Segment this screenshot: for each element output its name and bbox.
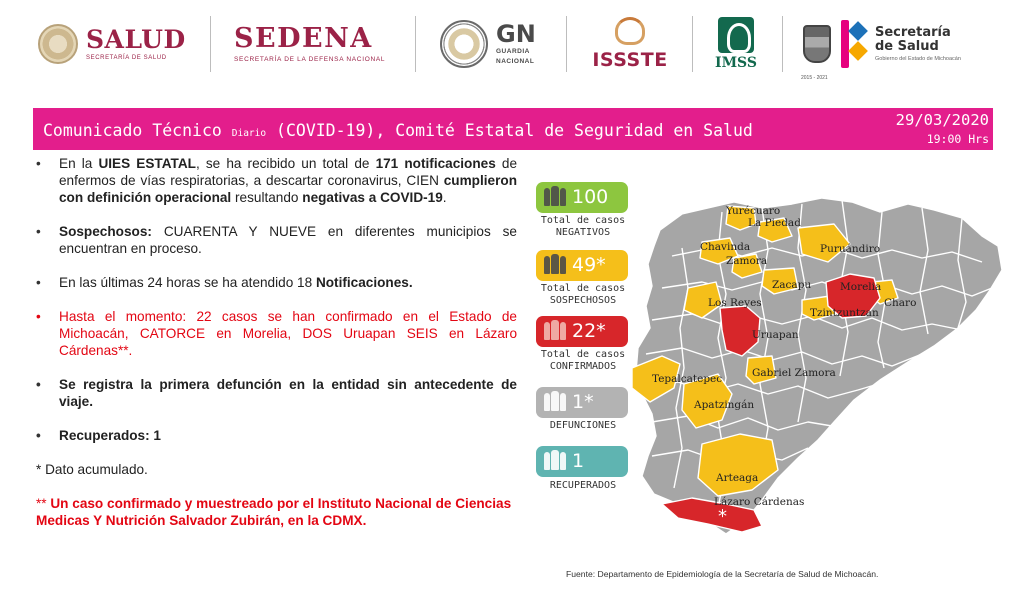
guardia-nacional-seal-icon [440, 20, 488, 68]
people-icon [544, 188, 567, 206]
stat-sospechosos [536, 250, 628, 281]
title-part-1: Comunicado Técnico [43, 121, 222, 140]
text: RECUPERADOS [549, 480, 617, 491]
divider [566, 16, 567, 72]
text: Total de casos [540, 349, 626, 360]
bullet-ultimas-24-horas [33, 274, 517, 291]
divider [782, 16, 783, 72]
text: CUARENTA Y NUEVE en diferentes municipios se encuentran en proceso. [59, 224, 517, 256]
map-label-morelia: Morelia [840, 281, 882, 293]
issste-logo-name: ISSSTE [592, 49, 668, 71]
stat-value: 1* [572, 391, 594, 413]
report-time: 19:00 Hrs [926, 132, 989, 146]
source-note: Fuente: Departamento de Epidemiología de la Secretaría de Salud de Michoacán. [566, 569, 879, 579]
text: CONFIRMADOS [549, 361, 617, 372]
text: DEFUNCIONES [549, 420, 617, 431]
eagle-seal-icon [38, 24, 78, 64]
text: Total de casos [540, 215, 626, 226]
report-date: 29/03/2020 [895, 111, 989, 129]
michoacan-logo-name-1: Secretaría [875, 25, 951, 40]
note-caso-cdmx [33, 495, 517, 529]
michoacan-salud-logo [801, 14, 961, 81]
sedena-logo-subtitle: SECRETARÍA DE LA DEFENSA NACIONAL [234, 56, 386, 63]
map-label-puruandiro: Puruándiro [820, 243, 881, 255]
people-icon [544, 393, 567, 411]
michoacan-years: 2015 - 2021 [801, 75, 828, 81]
map-label-zamora: Zamora [726, 255, 768, 267]
imss-emblem-icon [718, 17, 754, 53]
map-label-los-reyes: Los Reyes [708, 297, 762, 309]
text: SOSPECHOSOS [549, 295, 617, 306]
bullet-recuperados [33, 427, 517, 444]
text: Sospechosos: [59, 224, 152, 239]
text: En las últimas 24 horas se ha atendido 18 [59, 275, 316, 290]
text: Un caso confirmado y muestreado por el Instituto Nacional de Ciencias Medicas Y Nutrición Salvador Zubirán, en la CDMX. [36, 496, 512, 528]
stat-negativos [536, 182, 628, 213]
map-star-marker: * [718, 506, 727, 527]
title-part-2: (COVID-19), Comité Estatal de Seguridad en Salud [276, 121, 753, 140]
map-label-gabriel-zamora: Gabriel Zamora [752, 367, 836, 379]
text: notificaciones [404, 156, 496, 171]
sedena-logo [234, 14, 385, 74]
text: de enfermos de vías respiratorias, a descartar coronavirus, CIEN [59, 156, 518, 188]
bullet-sospechosos [33, 223, 517, 257]
report-text [33, 155, 517, 529]
bullet-defuncion [33, 376, 517, 410]
map-label-tzintzuntzan: Tzintzuntzan [810, 307, 879, 319]
text: Recuperados: 1 [59, 428, 161, 443]
stat-recuperados [536, 446, 628, 477]
stat-confirmados [536, 316, 628, 347]
map-label-charo: Charo [884, 297, 917, 309]
sedena-logo-name: SEDENA [234, 23, 373, 54]
divider [415, 16, 416, 72]
michoacan-logo-subtitle: Gobierno del Estado de Michoacán [875, 56, 961, 62]
michoacan-map [622, 178, 1007, 538]
map-label-la-piedad: La Piedad [748, 217, 801, 229]
note-dato-acumulado: * Dato acumulado. [36, 462, 148, 477]
salud-logo-subtitle: SECRETARÍA DE SALUD [86, 55, 167, 61]
logo-bar [0, 0, 1024, 88]
map-label-yurecuaro: Yurécuaro [726, 205, 781, 217]
map-label-lazaro-cardenas: Lázaro Cárdenas [714, 496, 805, 508]
text: Hasta el momento: 22 casos se han confirmado en el Estado de Michoacán, CATORCE en Morelia, DOS Uruapan SEIS en Lázaro Cárdenas**. [59, 309, 517, 358]
gn-logo-subtitle-2: NACIONAL [496, 58, 535, 65]
title-band [33, 108, 993, 150]
guardia-nacional-logo [440, 14, 536, 74]
text: En la [59, 156, 99, 171]
bullet-notificaciones [33, 155, 517, 206]
stat-value: 1 [572, 450, 585, 472]
people-icon [544, 256, 567, 274]
text: Se registra la primera defunción en la entidad sin antecedente de viaje. [59, 377, 517, 409]
map-label-arteaga: Arteaga [716, 472, 759, 484]
map-label-tepalcatepec: Tepalcatepec [652, 373, 723, 385]
title-small: Diario [231, 128, 267, 139]
stat-value: 49* [572, 254, 606, 276]
text: Notificaciones. [315, 275, 413, 290]
map-label-chavinda: Chavinda [700, 241, 751, 253]
stat-value: 100 [572, 186, 609, 208]
michoacan-logo-name-2: de Salud [875, 39, 939, 54]
people-icon [544, 452, 567, 470]
text: resultando [231, 190, 303, 205]
map-label-uruapan: Uruapan [752, 329, 799, 341]
bullet-confirmados [33, 308, 517, 359]
text: UIES ESTATAL [98, 156, 196, 171]
salud-logo [38, 14, 186, 74]
text: NEGATIVOS [555, 227, 611, 238]
issste-emblem-icon [615, 17, 645, 45]
gn-logo-subtitle-1: GUARDIA [496, 48, 530, 55]
divider [210, 16, 211, 72]
michoacan-kite-icon [841, 20, 867, 68]
stat-defunciones [536, 387, 628, 418]
divider [692, 16, 693, 72]
imss-logo [714, 14, 758, 74]
text: ** [36, 496, 51, 511]
michoacan-shield-icon [803, 25, 831, 63]
map-label-zacapu: Zacapu [772, 279, 812, 291]
page-title [43, 121, 753, 140]
issste-logo [590, 14, 670, 74]
gn-logo-name: GN [496, 20, 536, 48]
salud-logo-name: SALUD [86, 25, 186, 54]
text: 171 [375, 156, 399, 171]
imss-logo-name: IMSS [715, 55, 757, 71]
text: negativas a COVID-19 [302, 190, 443, 205]
text: cumplieron con definición operacional [59, 173, 517, 205]
text: , se ha recibido un total de [195, 156, 376, 171]
text: . [442, 190, 447, 205]
stat-value: 22* [572, 320, 606, 342]
text: Total de casos [540, 283, 626, 294]
people-icon [544, 322, 567, 340]
map-label-apatzingan: Apatzingán [694, 399, 755, 411]
